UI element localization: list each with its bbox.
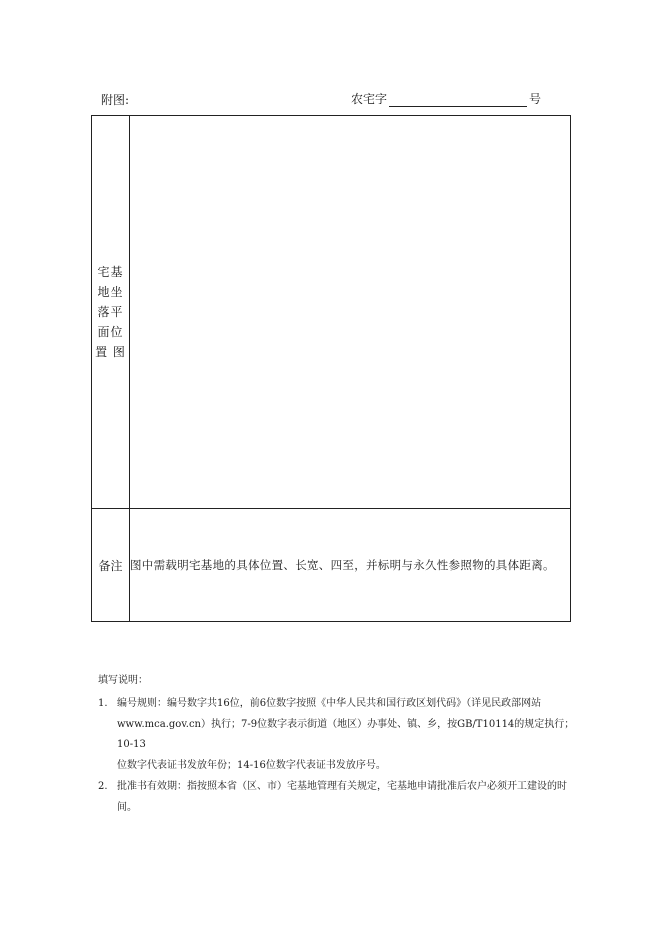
instruction-line: 编号规则：编号数字共16位，前6位数字按照《中华人民共和国行政区划代码》（详见民政部网站 [117,698,542,709]
instruction-item [98,777,576,818]
map-row [92,116,571,509]
map-area[interactable] [130,116,571,509]
instruction-line: www.mca.gov.cn）执行；7-9位数字表示街道（地区）办事处、镇、乡，按GB/T10114的规定执行；10-13 [117,718,575,750]
map-label-line: 地坐 [97,285,124,299]
map-label-line: 落平 [97,305,124,319]
instruction-number: 2. [98,781,108,792]
map-label [92,262,129,362]
instructions-title: 填写说明： [98,675,148,686]
instruction-text [117,777,576,818]
certificate-number-line [351,90,541,107]
note-label: 备注 [92,509,130,622]
instructions [98,671,576,819]
instruction-number: 1. [98,698,108,709]
instruction-line: 间。 [117,801,137,813]
instruction-line: 批准书有效期：指按照本省（区、市）宅基地管理有关规定，宅基地申请批准后农户必须开工建设的时 [117,781,567,792]
map-label-line: 面位 [97,325,124,339]
instruction-text [117,694,576,776]
instruction-line: 位数字代表证书发放年份；14-16位数字代表证书发放序号。 [117,759,386,771]
instruction-item [98,694,576,776]
note-text: 图中需载明宅基地的具体位置、长宽、四至，并标明与永久性参照物的具体距离。 [130,509,571,622]
certificate-prefix: 农宅字 [351,92,388,106]
certificate-suffix: 号 [529,92,542,106]
map-label-line: 置 图 [95,345,126,359]
map-label-cell [92,116,130,509]
note-row [92,509,571,622]
attachment-label: 附图: [101,93,130,107]
homestead-form-table [91,115,571,622]
certificate-number-field[interactable] [389,92,527,107]
map-label-line: 宅基 [97,265,124,279]
